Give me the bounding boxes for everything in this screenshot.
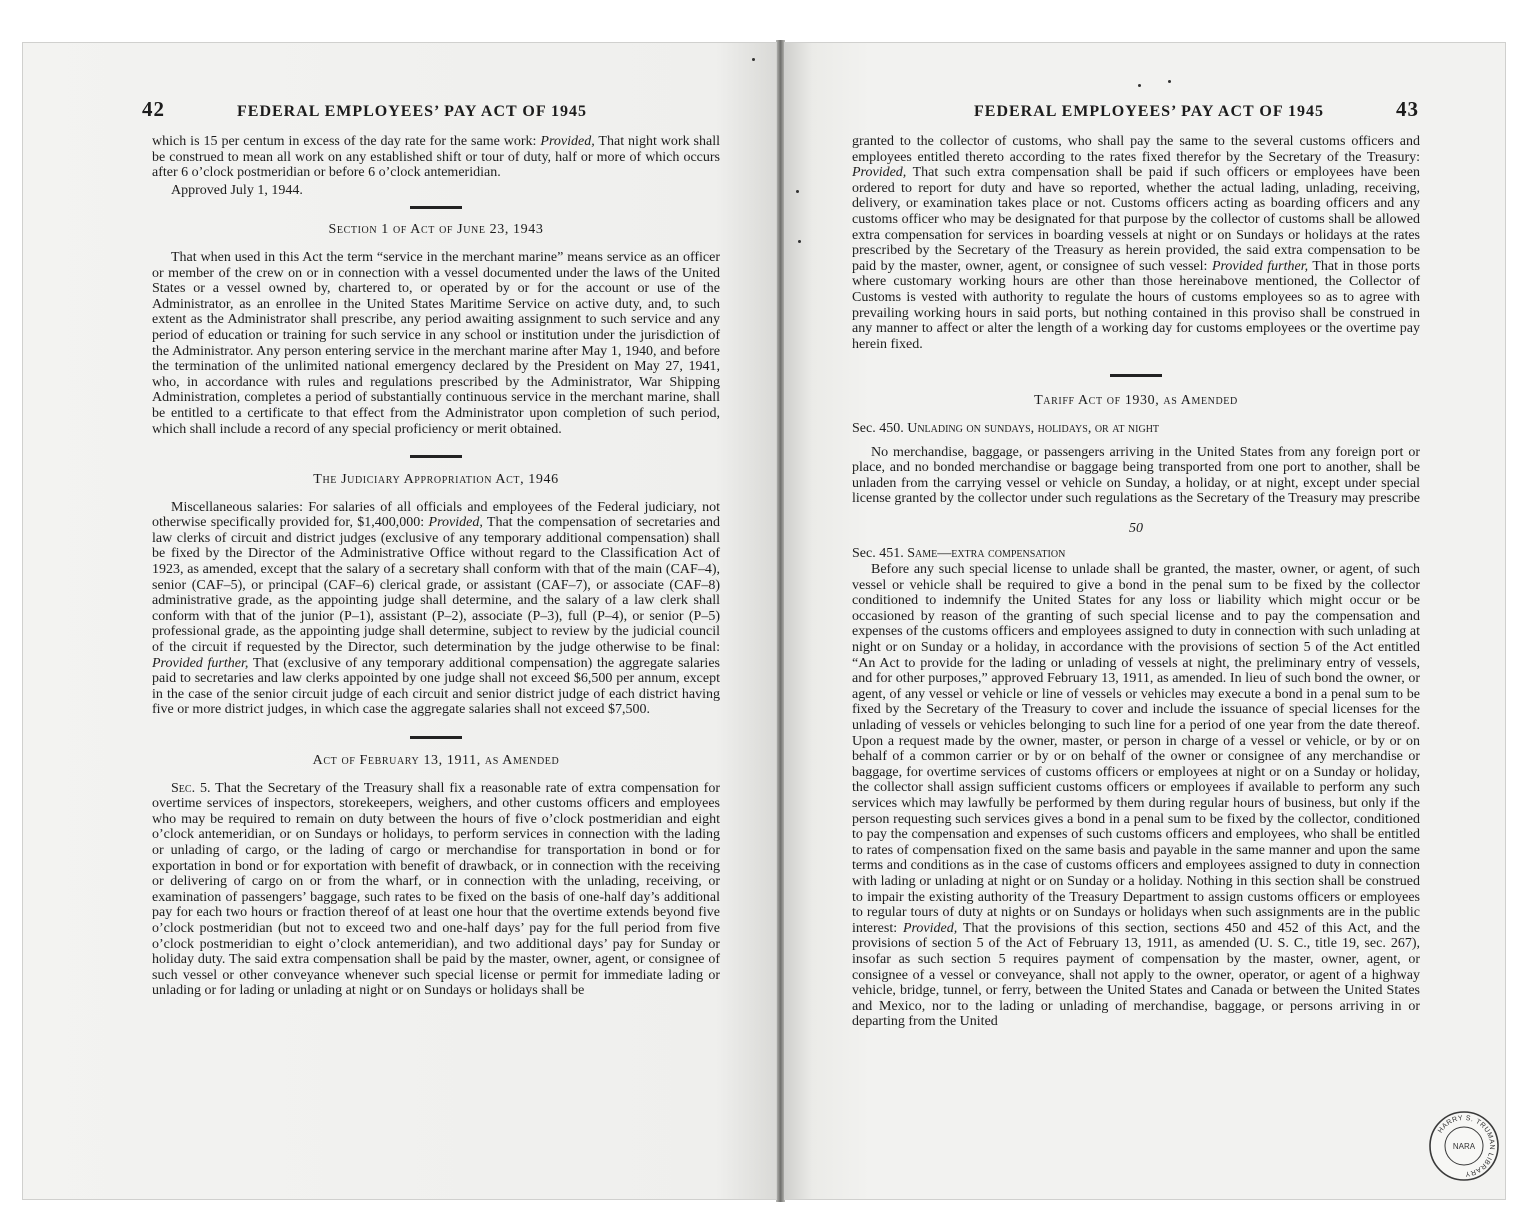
truman-library-stamp xyxy=(1428,1110,1500,1182)
sec451-paragraph: Before any such special license to unlade shall be granted, the master, owner, or agent, of such vessel or vehicle shall be required to give a bond in the penal sum to be fixed by the collector conditioned to indemnify the United States for any loss or liability which might occur or be occasioned by reason of the granting of such special license and to pay the compensation and expenses of the customs officers and employees assigned to duty in connection with such unlading at night or on Sunday or a holiday, in accordance with the provisions of section 5 of the Act entitled “An Act to provide for the lading or unlading of vessels at night, the preliminary entry of vessels, and for other purposes,” approved February 13, 1911, as amended. In lieu of such bond the owner, or agent, of any vessel or vehicle or line of vessels or vehicles may execute a bond in a penal sum to be fixed by the Secretary of the Treasury to cover and include the issuance of special licenses for the unlading of vessels or vehicles belonging to such line for a period of one year from the date thereof. Upon a request made by the owner, master, or person in charge of a vessel or vehicle, or by or on behalf of a common carrier or by or on behalf of the owner or consignee of any merchandise or baggage, for overtime services of customs officers or employees at night or on a Sunday or holiday, the collector shall assign sufficient customs officers or employees if available to perform any such services which may lawfully be performed by them during regular hours of business, but only if the person requesting such services gives a bond in a penal sum to be fixed by the collector, conditioned to pay the compensation and expenses of such customs officers and employees, who shall be entitled to rates of compensation fixed on the same basis and payable in the same manner and upon the same terms and conditions as in the case of customs officers and employees assigned to duty in connection with lading or unlading at night or on Sunday or a holiday. Nothing in this section shall be construed to impair the existing authority of the Treasury Department to assign customs officers or employees to regular tours of duty at nights or on Sundays or holidays when such assignments are in the public interest: Provided, That the provisions of this section, sections 450 and 452 of this Act, and the provisions of section 5 of the Act of February 13, 1911, as amended (U. S. C., title 19, sec. 267), insofar as such section 5 requires payment of compensation by the master, owner, agent, or consignee of a vessel or conveyance, shall not apply to the owner, operator, or agent of a highway vehicle, bridge, tunnel, or ferry, between the United States and Canada or between the United States and Mexico, nor to the lading or unlading of merchandise, baggage, or persons arriving in or departing from the United xyxy=(852,562,1420,1030)
section1-paragraph: That when used in this Act the term “service in the merchant marine” means service as an officer or member of the crew on or in connection with a vessel documented under the laws of the United States or a vessel owned by, chartered to, or operated by or for the account or use of the Administrator, as an enrollee in the United States Maritime Service on active duty, and, to such extent as the Administrator shall prescribe, any period awaiting assignment to such service and any period of education or training for such service in any school or institution under the jurisdiction of the Administrator. Any person entering service in the merchant marine after May 1, 1940, and before the termination of the unlimited national emergency declared by the President on May 27, 1941, who, in accordance with rules and regulations prescribed by the Administrator, War Shipping Administration, completes a period of substantially continuous service in the merchant marine, shall be entitled to a certificate to that effect from the Administrator upon completion of such period, which shall include a record of any special proficiency or merit obtained. xyxy=(152,249,720,437)
stamp-ring-text: HARRY S. TRUMAN LIBRARY xyxy=(1436,1114,1496,1178)
carryover-paragraph-right: granted to the collector of customs, who shall pay the same to the several customs officers and employees entitled thereto according to the rates fixed therefor by the Secretary of the Treasury: Provided, That such extra compensation shall be paid if such officers or employees have been ordered to report for duty and have so reported, whether the actual lading, unlading, receiving, delivery, or examination takes place or not. Customs officers acting as boarding officers and any customs officer who may be designated for that purpose by the collector of customs shall be allowed extra compensation for services in boarding vessels at night or on Sundays or holidays at the rates prescribed by the Secretary of the Treasury as herein provided, the said extra compensation to be paid by the master, owner, agent, or consignee of such vessel: Provided further, That in those ports where customary working hours are other than those hereinabove mentioned, the Collector of Customs is vested with authority to regulate the hours of customs employees so as to agree with prevailing working hours in said ports, but nothing contained in this proviso shall be construed in any manner to affect or alter the length of a working day for customs employees or the overtime pay herein fixed. xyxy=(852,134,1420,352)
running-head-title-right: FEDERAL EMPLOYEES’ PAY ACT OF 1945 xyxy=(974,103,1325,120)
margin-speck xyxy=(1168,80,1171,83)
approved-line: Approved July 1, 1944. xyxy=(171,182,303,198)
stamp-center-text: NARA xyxy=(1452,1142,1476,1151)
folio-number: 50 xyxy=(1129,520,1143,536)
sec451-heading: Sec. 451. Same—extra compensation xyxy=(852,546,1066,562)
margin-speck xyxy=(1138,84,1141,87)
running-head-title-left: FEDERAL EMPLOYEES’ PAY ACT OF 1945 xyxy=(237,103,588,120)
judiciary-paragraph: Miscellaneous salaries: For salaries of all officials and employees of the Federal judiciary, not otherwise specifically provided for, $1,400,000: Provided, That the compensation of secretaries and law clerks of circuit and district judges (exclusive of any temporary additional compensation) shall be fixed by the Director of the Administrative Office without regard to the Classification Act of 1923, as amended, except that the salary of a secretary shall conform with that of the main (CAF–4), senior (CAF–5), or principal (CAF–6) clerical grade, or assistant (CAF–7), or associate (CAF–8) administrative grade, as the appointing judge shall determine, and the salary of a law clerk shall conform with that of the junior (P–1), assistant (P–2), associate (P–3), full (P–4), or senior (P–5) professional grade, as the appointing judge shall determine, subject to review by the judicial council of the circuit if requested by the Director, such determination by the judge otherwise to be final: Provided further, That (exclusive of any temporary additional compensation) the aggregate salaries paid to secretaries and law clerks appointed by one judge shall not exceed $6,500 per annum, except in the case of the senior circuit judge of each circuit and senior district judge of each district having five or more district judges, in which case the aggregate salaries shall not exceed $7,500. xyxy=(152,499,720,718)
margin-speck xyxy=(752,58,755,61)
margin-speck xyxy=(798,240,801,243)
section-heading-act-1943: Section 1 of Act of June 23, 1943 xyxy=(328,222,544,238)
section-divider xyxy=(410,736,462,739)
section-divider xyxy=(410,455,462,458)
sec450-paragraph: No merchandise, baggage, or passengers arriving in the United States from any foreign port or place, and no bonded merchandise or baggage being transported from one port to another, shall be unladen from the carrying vessel or vehicle on Sunday, a holiday, or at night, except under special license granted by the collector under such regulations as the Secretary of the Treasury may prescribe xyxy=(852,444,1420,507)
page-42 xyxy=(22,42,777,1200)
carryover-paragraph-left: which is 15 per centum in excess of the day rate for the same work: Provided, That night work shall be construed to mean all work on any established shift or tour of duty, half or more of which occurs after 6 o’clock postmeridian or before 6 o’clock antemeridian. xyxy=(152,134,720,181)
left-text-column xyxy=(152,134,720,999)
running-head-right xyxy=(974,97,1419,122)
page-43 xyxy=(784,42,1506,1200)
margin-speck xyxy=(796,190,799,193)
running-head-left xyxy=(142,97,587,122)
section-heading-judiciary-act: The Judiciary Appropriation Act, 1946 xyxy=(313,472,559,488)
act1911-paragraph: Sec. 5. That the Secretary of the Treasury shall fix a reasonable rate of extra compensation for overtime services of inspectors, storekeepers, weighers, and other customs officers and employees who may be required to remain on duty between the hours of five o’clock postmeridian and eight o’clock antemeridian, or on Sundays or holidays, to perform services in connection with the lading or unlading of cargo, or the lading of cargo or merchandise for transportation in bond or for exportation in bond or for exportation with benefit of drawback, or in connection with the receiving or delivering of cargo on or from the wharf, or in connection with the unlading, receiving, or examination of passengers’ baggage, such rates to be fixed on the basis of one-half day’s additional pay for each two hours or fraction thereof of at least one hour that the overtime extends beyond five o’clock postmeridian (but not to exceed two and one-half days’ pay for the full period from five o’clock postmeridian to eight o’clock antemeridian), and two additional days’ pay for Sunday or holiday duty. The said extra compensation shall be paid by the master, owner, agent, or consignee of such vessel or other conveyance whenever such special license or permit for immediate lading or unlading or for lading or unlading at night or on Sundays or holidays shall be xyxy=(152,780,720,999)
section-heading-tariff-act: Tariff Act of 1930, as Amended xyxy=(1034,393,1238,409)
page-number-right: 43 xyxy=(1396,97,1420,121)
section-divider xyxy=(1110,374,1162,377)
section-divider xyxy=(410,206,462,209)
section-heading-act-1911: Act of February 13, 1911, as Amended xyxy=(312,753,560,768)
sec450-heading: Sec. 450. Unlading on sundays, holidays, or at night xyxy=(852,420,1160,436)
page-number-left: 42 xyxy=(142,97,165,121)
right-text-column xyxy=(852,134,1420,1030)
